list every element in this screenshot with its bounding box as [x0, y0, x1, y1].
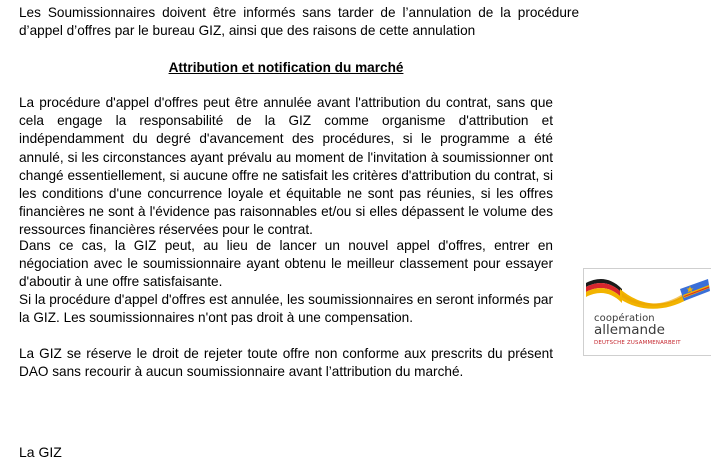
section-heading: Attribution et notification du marché [168, 60, 404, 75]
logo-line-3: DEUTSCHE ZUSAMMENARBEIT [594, 340, 681, 346]
cooperation-allemande-logo [583, 268, 711, 356]
signature: La GIZ [19, 444, 62, 460]
logo-line-1: coopération [594, 313, 655, 324]
logo-line-2: allemande [594, 322, 665, 338]
paragraph-rejection-right: La GIZ se réserve le droit de rejeter toute offre non conforme aux prescrits du présent DAO sans recourir à aucun soumissionnaire avant l’attribution du marché. [19, 346, 553, 380]
paragraph-cancellation-conditions: La procédure d'appel d'offres peut être annulée avant l'attribution du contrat, sans que cela engage la responsabilité de la GIZ comme organisme d'attribution et indépendamment du degré d'avancement des procédures, si le programme a été annulé, si les circonstances ayant prévalu au moment de l'invitation à soumissionner ont changé essentiellement, si aucune offre ne satisfait les critères d'attribution du contrat, si les conditions d'une concurrence loyale et équitable ne sont pas réunies, si les offres financières ne sont à l'évidence pas raisonnables et/ou si elles dépassent le volume des ressources financières réservées pour le contrat. [19, 95, 553, 238]
flag-ribbon-icon [584, 269, 711, 313]
paragraph-negotiation: Dans ce cas, la GIZ peut, au lieu de lancer un nouvel appel d'offres, entrer en négociation avec le soumissionnaire ayant obtenu le meilleur classement pour essayer d'aboutir à une offre satisfaisante. [19, 238, 553, 290]
paragraph-notification: Si la procédure d'appel d'offres est annulée, les soumissionnaires en seront informés par la GIZ. Les soumissionnaires n'ont pas droit à une compensation. [19, 292, 553, 326]
intro-paragraph: Les Soumissionnaires doivent être informés sans tarder de l’annulation de la procédure d’appel d’offres par le bureau GIZ, ainsi que des raisons de cette annulation [19, 5, 579, 39]
